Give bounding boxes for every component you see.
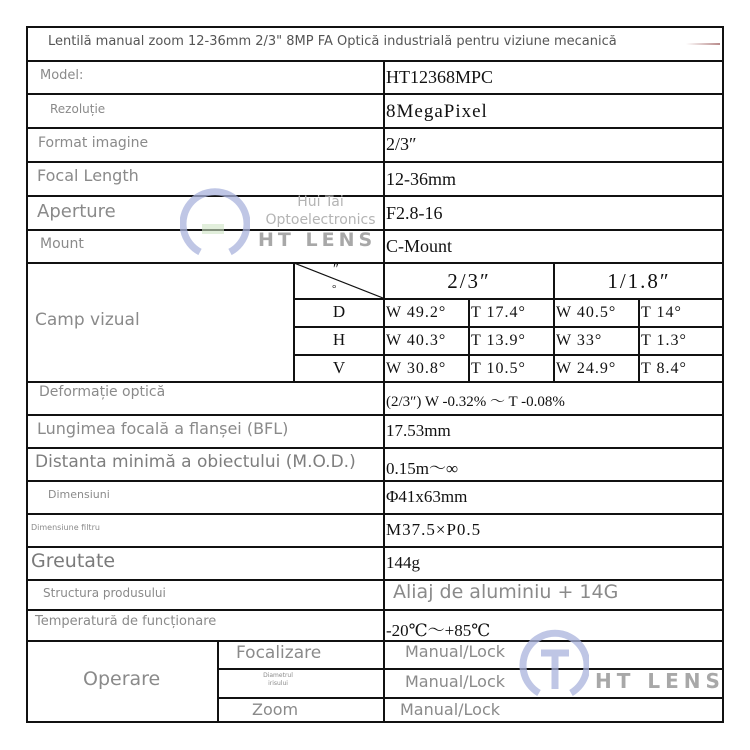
operation-focus-value: Manual/Lock	[405, 642, 506, 661]
spec-label: Format imagine	[38, 135, 149, 151]
operation-zoom-value: Manual/Lock	[400, 700, 501, 719]
spec-value: 8MegaPixel	[386, 101, 488, 122]
fov-label: Camp vizual	[35, 310, 140, 330]
fov-axis: H	[332, 330, 346, 349]
fov-format-header: 1/1.8″	[607, 269, 671, 293]
spec-value: 0.15m～∞	[386, 459, 459, 478]
spec-label: Temperatură de funcționare	[35, 614, 217, 629]
spec-label: Distanta minimă a obiectului (M.O.D.)	[35, 452, 356, 472]
fov-cell: W 40.3°	[386, 332, 447, 349]
fov-corner-degree: °	[332, 283, 337, 295]
watermark-line1: Hui Tai	[297, 194, 344, 210]
spec-label: Rezoluție	[50, 102, 106, 116]
spec-label: Focal Length	[37, 166, 139, 185]
spec-value: Aliaj de aluminiu + 14G	[393, 581, 619, 603]
operation-iris-value: Manual/Lock	[405, 672, 506, 691]
spec-value: 2/3″	[386, 134, 417, 154]
spec-value: HT12368MPC	[386, 67, 494, 87]
fov-cell: T 10.5°	[471, 360, 526, 377]
spec-value: -20℃～+85℃	[386, 621, 491, 640]
operation-focus-label: Focalizare	[236, 643, 322, 663]
watermark-line2: Optoelectronics	[265, 212, 376, 228]
spec-label: Aperture	[37, 201, 116, 222]
iris-label-line1: Diametrul	[263, 672, 293, 679]
operation-iris-label	[218, 672, 338, 688]
spec-label: Dimensiune filtru	[31, 523, 100, 532]
spec-value: 144g	[386, 553, 420, 572]
spec-value: F2.8-16	[386, 203, 443, 223]
fov-cell: T 8.4°	[641, 360, 687, 377]
spec-label: Greutate	[31, 550, 116, 572]
fov-format-header: 2/3″	[447, 269, 491, 293]
spec-value: C-Mount	[386, 236, 453, 256]
spec-label: Deformație optică	[39, 384, 166, 400]
watermark-brand-2: HT LENS	[595, 669, 725, 693]
operation-zoom-label: Zoom	[252, 700, 299, 719]
fov-cell: W 33°	[556, 332, 603, 349]
fov-cell: T 1.3°	[641, 332, 687, 349]
fov-cell: W 40.5°	[556, 304, 617, 321]
title-decoration	[686, 43, 720, 45]
spec-value: Φ41x63mm	[386, 487, 468, 506]
ht-logo-icon	[517, 623, 589, 701]
fov-cell: T 14°	[641, 304, 682, 321]
spec-value: M37.5×P0.5	[386, 520, 482, 539]
fov-cell: W 49.2°	[386, 304, 447, 321]
fov-corner-inch: ″	[333, 262, 339, 277]
fov-cell: T 17.4°	[471, 304, 526, 321]
watermark-logo-1	[180, 186, 250, 262]
watermark-text-1	[258, 193, 383, 229]
spec-value: 17.53mm	[386, 421, 451, 440]
watermark-logo-2	[517, 623, 589, 705]
fov-axis: D	[332, 302, 346, 321]
fov-axis: V	[332, 358, 346, 377]
iris-label-line2: irisului	[268, 680, 288, 687]
diagonal-divider	[294, 263, 384, 299]
operation-label: Operare	[83, 668, 161, 690]
fov-cell: W 30.8°	[386, 360, 447, 377]
spec-label: Mount	[40, 236, 84, 252]
watermark-brand-1: HT LENS	[258, 229, 377, 251]
spec-label: Dimensiuni	[48, 488, 110, 501]
fov-cell: W 24.9°	[556, 360, 617, 377]
page-title: Lentilă manual zoom 12-36mm 2/3" 8MP FA Optică industrială pentru viziune mecanică	[48, 34, 617, 49]
spec-label: Structura produsului	[43, 586, 166, 600]
spec-value: 12-36mm	[386, 169, 456, 189]
spec-value: (2/3″) W -0.32% ～ T -0.08%	[386, 394, 565, 410]
spec-label: Lungimea focală a flanșei (BFL)	[37, 419, 289, 438]
spec-label: Model:	[40, 68, 84, 83]
fov-cell: T 13.9°	[471, 332, 526, 349]
